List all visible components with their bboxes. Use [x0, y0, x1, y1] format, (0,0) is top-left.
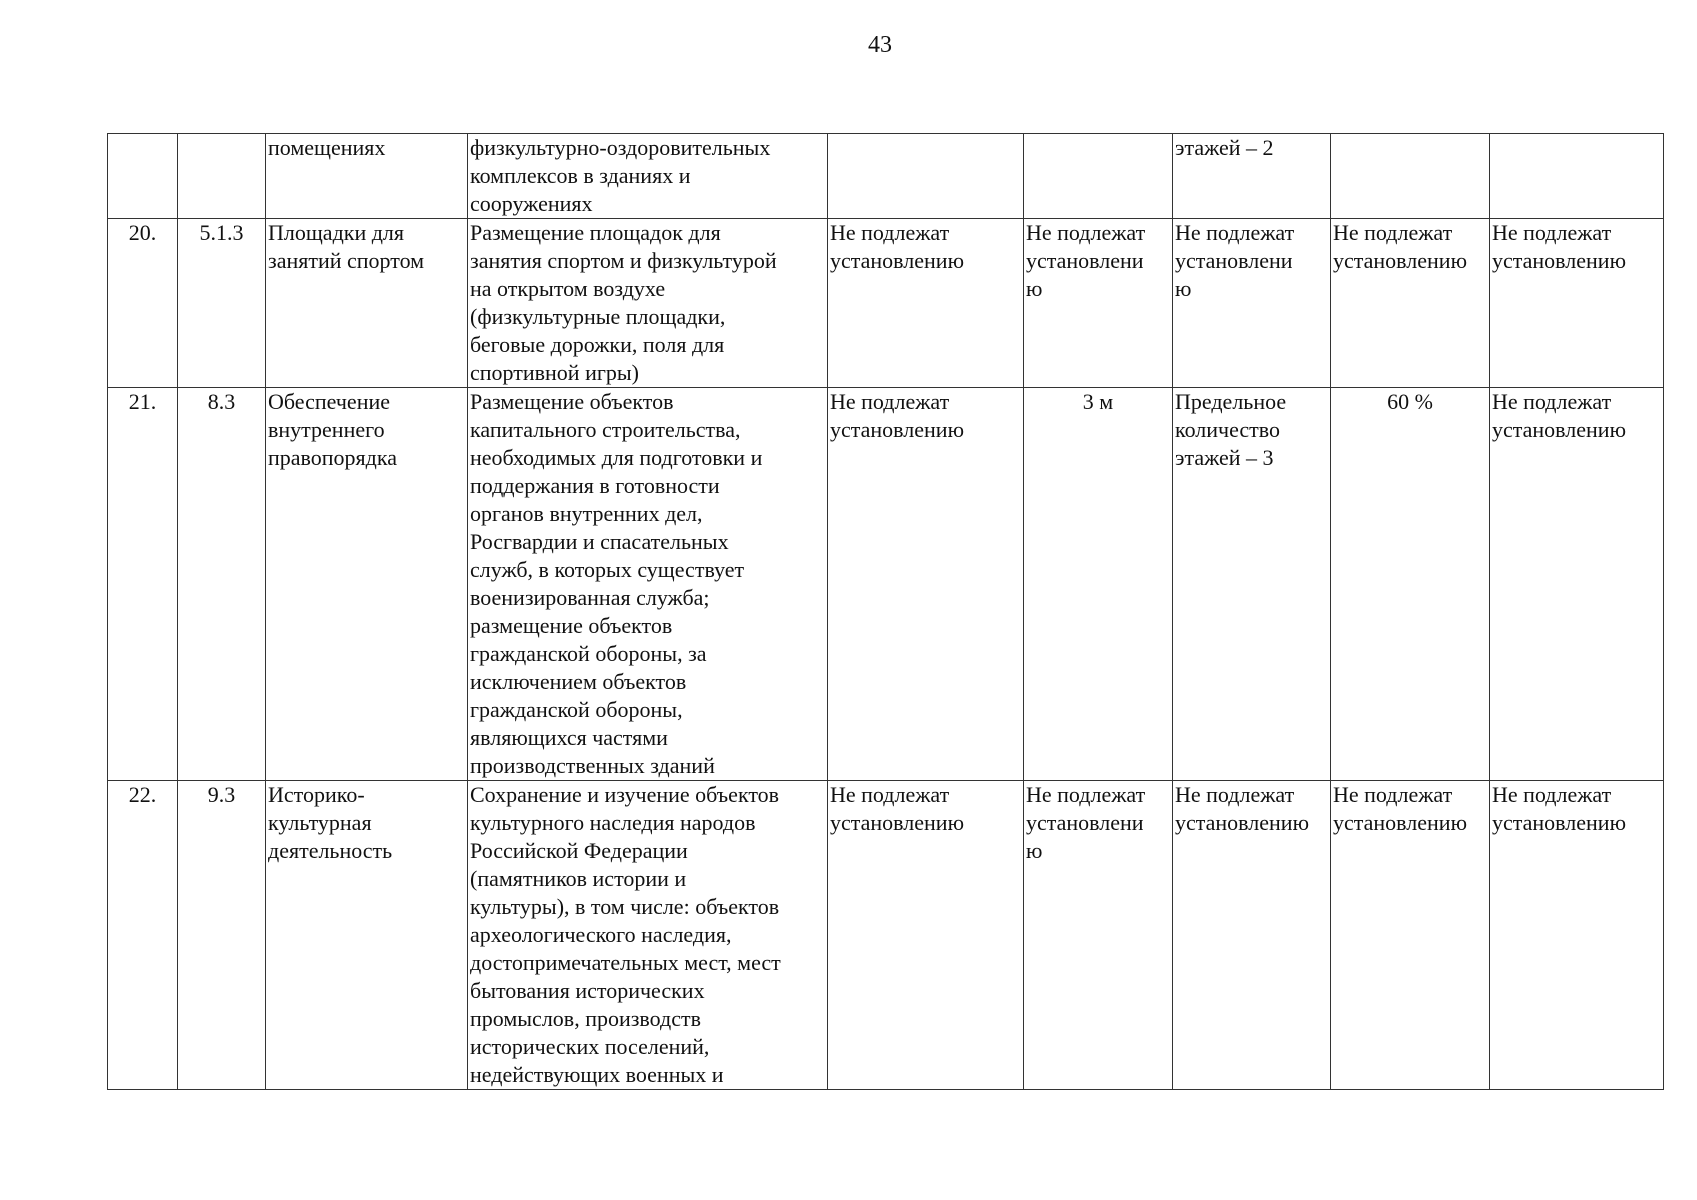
row-col6-cell: Не подлежат установлени ю [1024, 219, 1173, 388]
row-col8-cell: 60 % [1331, 388, 1490, 781]
row-description-cell: Размещение площадок для занятия спортом и физкультурой на открытом воздухе (физкультурные площадки, беговые дорожки, поля для спортивной игры) [468, 219, 828, 388]
row-name-cell: помещениях [266, 134, 468, 219]
row-number-cell [108, 134, 178, 219]
row-name-cell: Историко- культурная деятельность [266, 781, 468, 1090]
row-col7-cell: Не подлежат установлению [1173, 781, 1331, 1090]
row-col5-cell: Не подлежат установлению [828, 219, 1024, 388]
page-number: 43 [868, 32, 892, 58]
row-col5-cell [828, 134, 1024, 219]
row-col5-cell: Не подлежат установлению [828, 781, 1024, 1090]
row-name-cell: Площадки для занятий спортом [266, 219, 468, 388]
row-col8-cell [1331, 134, 1490, 219]
row-col9-cell: Не подлежат установлению [1490, 388, 1664, 781]
row-col8-cell: Не подлежат установлению [1331, 781, 1490, 1090]
row-number-cell: 21. [108, 388, 178, 781]
row-col7-cell: этажей – 2 [1173, 134, 1331, 219]
row-number-cell: 22. [108, 781, 178, 1090]
row-col6-cell [1024, 134, 1173, 219]
row-col9-cell: Не подлежат установлению [1490, 781, 1664, 1090]
document-table [107, 133, 1664, 1090]
row-col9-cell: Не подлежат установлению [1490, 219, 1664, 388]
table-row [108, 388, 1664, 781]
row-col6-cell: 3 м [1024, 388, 1173, 781]
row-description-cell: Сохранение и изучение объектов культурного наследия народов Российской Федерации (памятников истории и культуры), в том числе: объектов археологического наследия, достопримечательных мест, мест бытования исторических промыслов, производств исторических поселений, недействующих военных и [468, 781, 828, 1090]
row-col9-cell [1490, 134, 1664, 219]
row-col6-cell: Не подлежат установлени ю [1024, 781, 1173, 1090]
row-code-cell: 9.3 [178, 781, 266, 1090]
row-description-cell: Размещение объектов капитального строительства, необходимых для подготовки и поддержания в готовности органов внутренних дел, Росгвардии и спасательных служб, в которых существует военизированная служба; размещение объектов гражданской обороны, за исключением объектов гражданской обороны, являющихся частями производственных зданий [468, 388, 828, 781]
row-name-cell: Обеспечение внутреннего правопорядка [266, 388, 468, 781]
table-row [108, 219, 1664, 388]
row-code-cell: 8.3 [178, 388, 266, 781]
row-col7-cell: Предельное количество этажей – 3 [1173, 388, 1331, 781]
row-col8-cell: Не подлежат установлению [1331, 219, 1490, 388]
row-col5-cell: Не подлежат установлению [828, 388, 1024, 781]
row-description-cell: физкультурно-оздоровительных комплексов в зданиях и сооружениях [468, 134, 828, 219]
row-code-cell [178, 134, 266, 219]
row-col7-cell: Не подлежат установлени ю [1173, 219, 1331, 388]
table-row [108, 781, 1664, 1090]
row-number-cell: 20. [108, 219, 178, 388]
table-row [108, 134, 1664, 219]
row-code-cell: 5.1.3 [178, 219, 266, 388]
